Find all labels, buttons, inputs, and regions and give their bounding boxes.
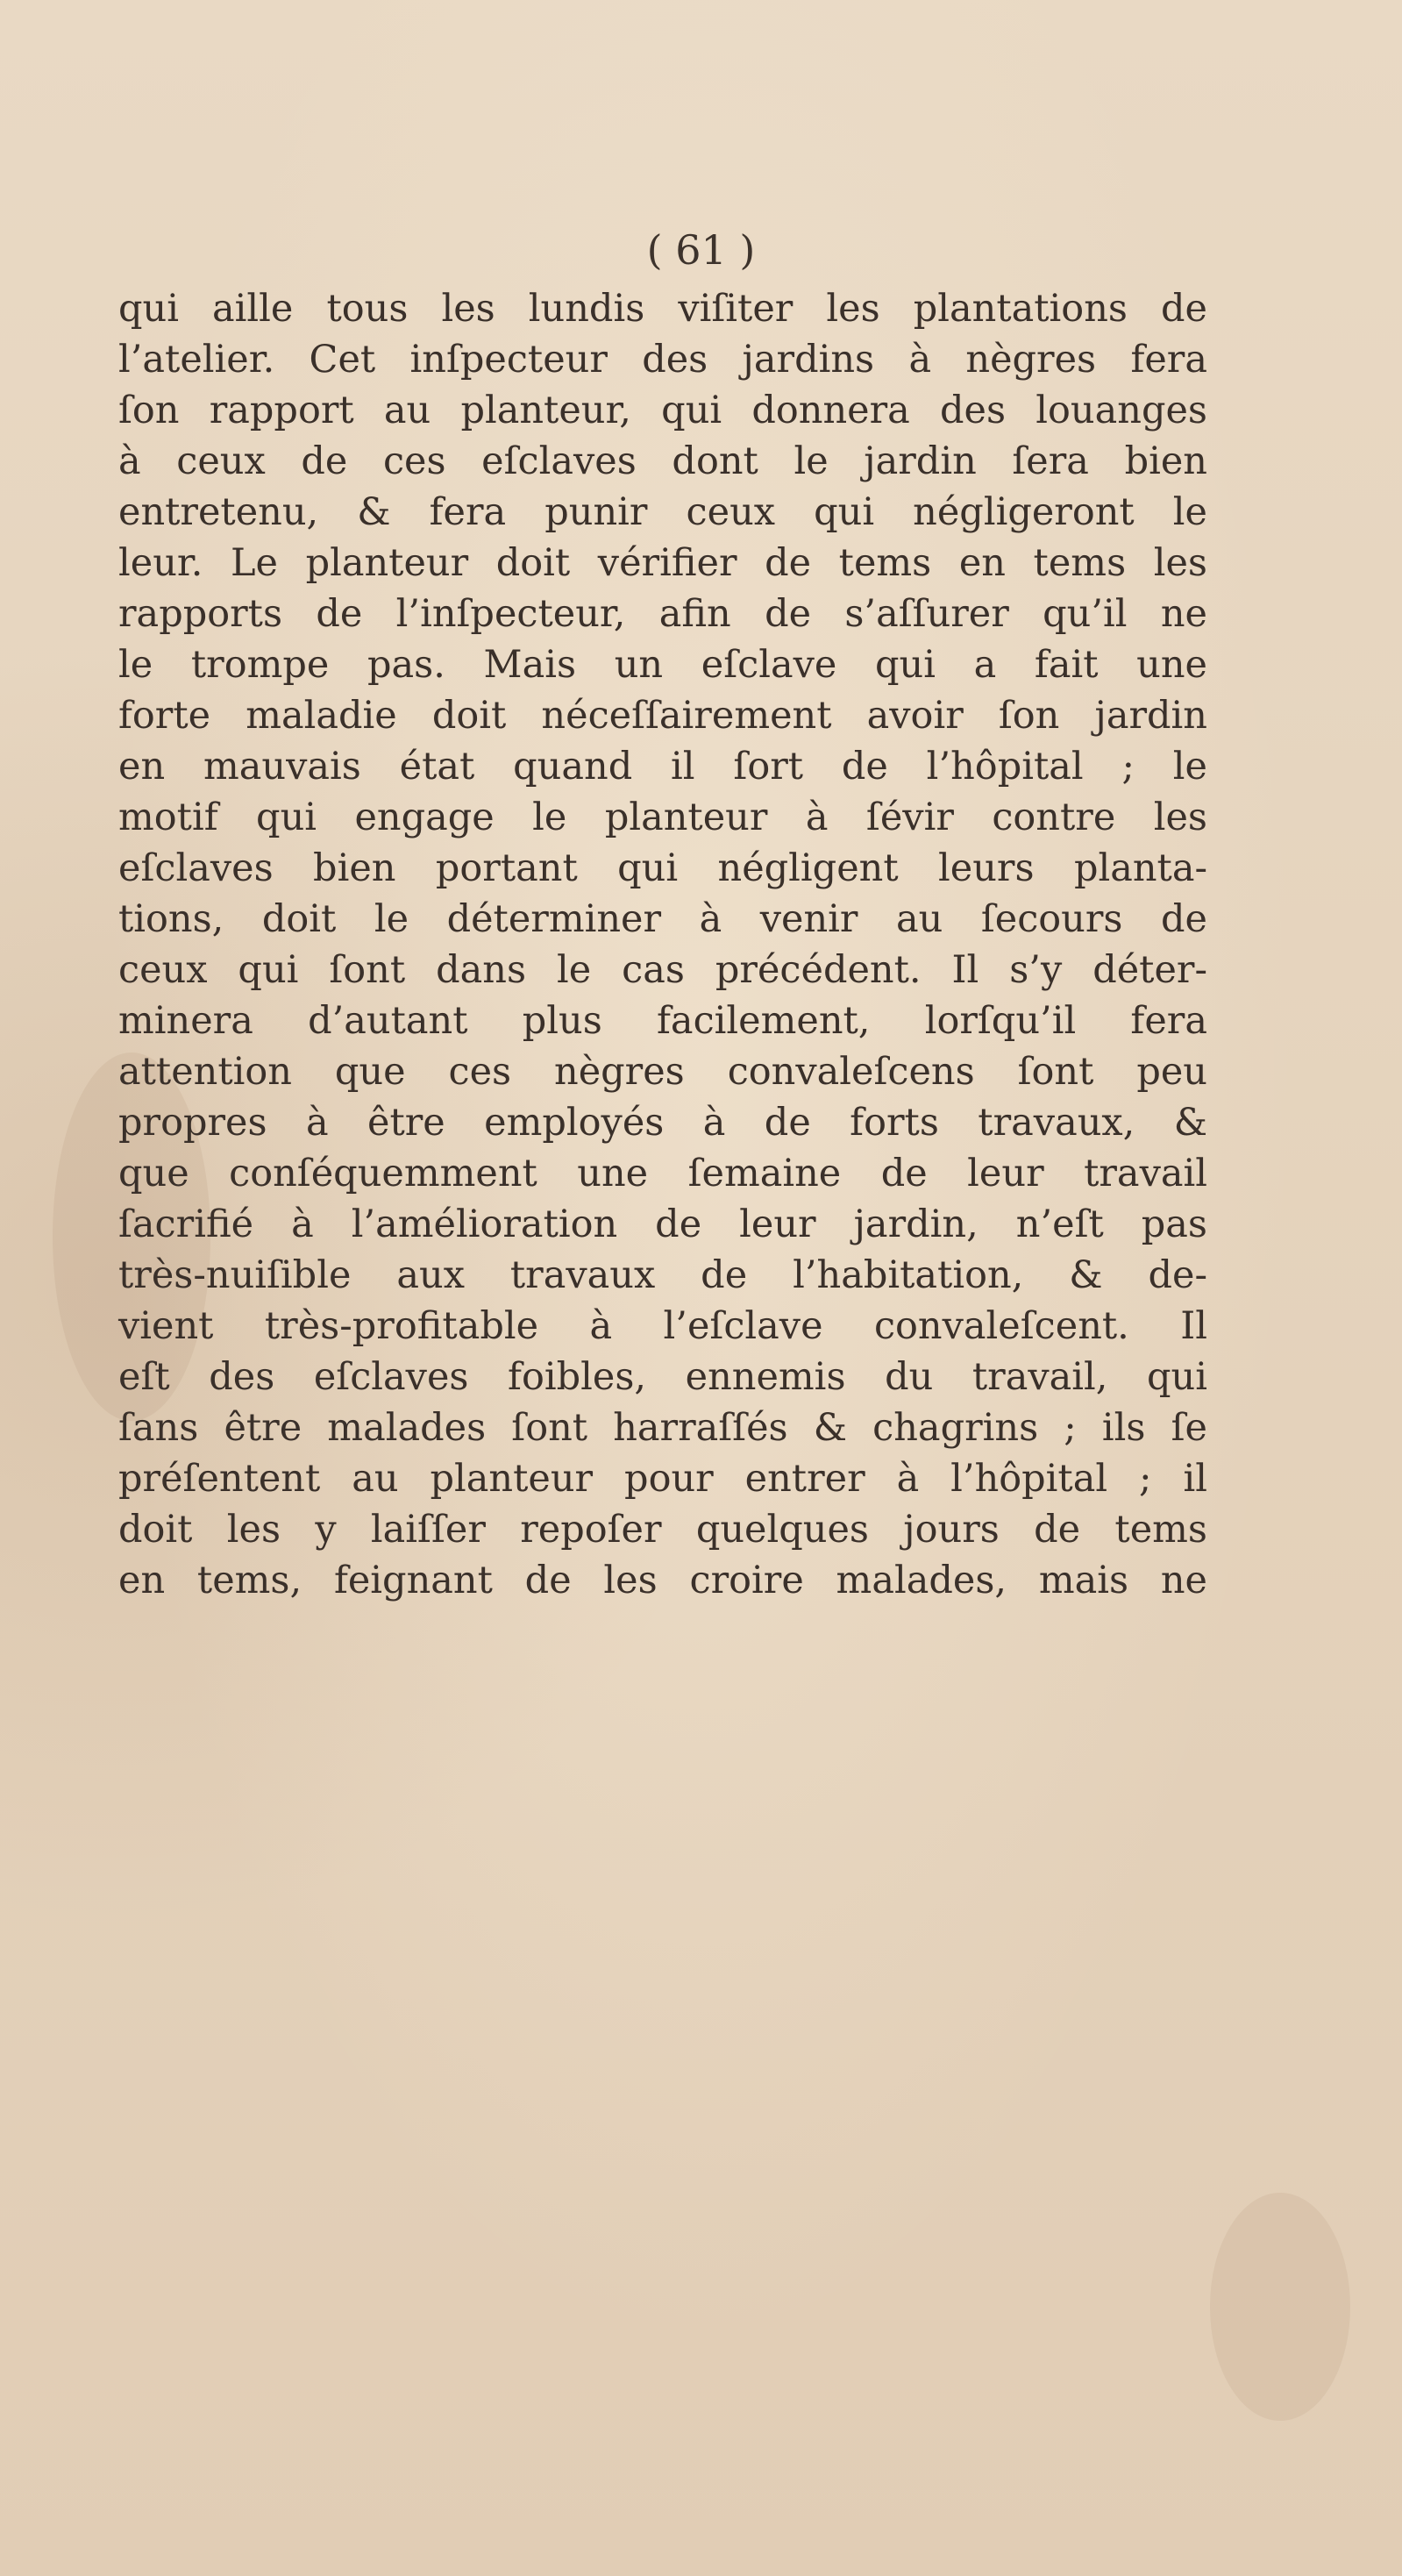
paper-stain — [1210, 2193, 1350, 2421]
text-line: vient très-profitable à l’eſclave convaleſcent. Il — [118, 1304, 1207, 1348]
text-line: tions, doit le déterminer à venir au ſecours de — [118, 897, 1207, 941]
text-line: l’atelier. Cet inſpecteur des jardins à nègres fera — [118, 338, 1207, 382]
text-line: très-nuiſible aux travaux de l’habitation, & de- — [118, 1253, 1207, 1297]
text-line: que conſéquemment une ſemaine de leur travail — [118, 1152, 1207, 1195]
text-line: motif qui engage le planteur à ſévir contre les — [118, 796, 1207, 839]
text-line: à ceux de ces eſclaves dont le jardin ſera bien — [118, 439, 1207, 483]
text-line: eſt des eſclaves foibles, ennemis du travail, qui — [118, 1355, 1207, 1399]
text-line: ſans être malades ſont harraſſés & chagrins ; ils ſe — [118, 1406, 1207, 1450]
text-line: ceux qui ſont dans le cas précédent. Il s’y déter- — [118, 948, 1207, 992]
text-line: minera d’autant plus facilement, lorſqu’il fera — [118, 999, 1207, 1043]
text-line: eſclaves bien portant qui négligent leurs planta- — [118, 846, 1207, 890]
page-number: ( 61 ) — [646, 226, 756, 274]
text-line: en tems, feignant de les croire malades, mais ne — [118, 1559, 1207, 1602]
body-text — [118, 283, 1207, 1606]
text-line: propres à être employés à de forts travaux, & — [118, 1101, 1207, 1145]
text-line: entretenu, & fera punir ceux qui négligeront le — [118, 490, 1207, 534]
text-line: doit les y laiſſer repoſer quelques jours de tems — [118, 1508, 1207, 1552]
text-line: en mauvais état quand il ſort de l’hôpital ; le — [118, 745, 1207, 788]
text-line: leur. Le planteur doit vérifier de tems en tems les — [118, 541, 1207, 585]
text-line: le trompe pas. Mais un eſclave qui a fait une — [118, 643, 1207, 687]
text-line: forte maladie doit néceſſairement avoir ſon jardin — [118, 694, 1207, 738]
text-line: qui aille tous les lundis viſiter les plantations de — [118, 287, 1207, 331]
text-line: préſentent au planteur pour entrer à l’hôpital ; il — [118, 1457, 1207, 1501]
text-line: ſon rapport au planteur, qui donnera des louanges — [118, 389, 1207, 432]
text-line: attention que ces nègres convaleſcens ſont peu — [118, 1050, 1207, 1094]
text-line: ſacrifié à l’amélioration de leur jardin, n’eſt pas — [118, 1202, 1207, 1246]
text-line: rapports de l’inſpecteur, afin de s’aſſurer qu’il ne — [118, 592, 1207, 636]
